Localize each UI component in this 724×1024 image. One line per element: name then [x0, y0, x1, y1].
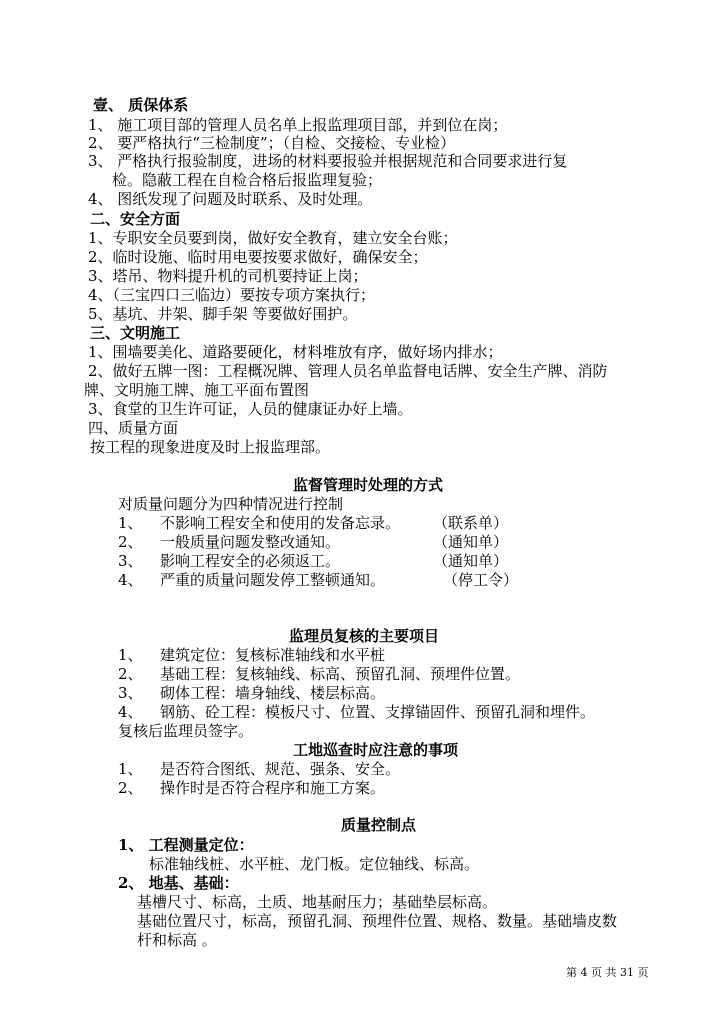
list-item-number: 3、	[118, 684, 143, 702]
list-item-note: （停工令）	[443, 571, 519, 589]
paragraph: 杆和标高 。	[137, 931, 217, 949]
list-item: 3、食堂的卫生许可证，人员的健康证办好上墙。	[88, 400, 413, 418]
list-item: 严重的质量问题发停工整顿通知。	[160, 571, 386, 589]
list-item: 4、 图纸发现了问题及时联系、及时处理。	[88, 190, 373, 208]
section-title-patrol: 工地巡查时应注意的事项	[293, 741, 459, 759]
paragraph: 复核后监理员签字。	[118, 722, 254, 740]
paragraph: 对质量问题分为四种情况进行控制	[118, 495, 344, 513]
list-item: 检。隐蔽工程在自检合格后报监理复验；	[112, 171, 383, 189]
list-item: 5、基坑、井架、脚手架 等要做好围护。	[88, 305, 358, 323]
list-item-number: 3、	[118, 552, 143, 570]
list-item: 4、（三宝四口三临边）要按专项方案执行；	[88, 286, 376, 304]
list-item: 钢筋、砼工程：模板尺寸、位置、支撑锚固件、预留孔洞和埋件。	[160, 703, 596, 721]
section-heading-quality-system: 壹、 质保体系	[93, 96, 189, 114]
list-item: 牌、文明施工牌、施工平面布置图	[84, 381, 310, 399]
list-item: 1、专职安全员要到岗，做好安全教育，建立安全台账；	[88, 229, 458, 247]
list-item: 操作时是否符合程序和施工方案。	[160, 779, 386, 797]
paragraph: 基础位置尺寸，标高，预留孔洞、预埋件位置、规格、数量。基础墙皮数	[137, 912, 618, 930]
list-item: 基础工程：复核轴线、标高、预留孔洞、预埋件位置。	[160, 665, 521, 683]
list-item: 2、 要严格执行“三检制度”；（自检、交接检、专业检）	[88, 134, 456, 152]
list-item: 1、围墙要美化、道路要硬化，材料堆放有序，做好场内排水；	[88, 343, 503, 361]
list-item: 影响工程安全的必须返工。	[160, 552, 341, 570]
paragraph: 基槽尺寸、标高，土质、地基耐压力；基础垫层标高。	[137, 893, 498, 911]
list-item-number: 2、	[118, 665, 143, 683]
list-item: 1、 施工项目部的管理人员名单上报监理项目部，并到位在岗；	[88, 116, 508, 134]
list-item: 一般质量问题发整改通知。	[160, 533, 341, 551]
list-item: 是否符合图纸、规范、强条、安全。	[160, 760, 401, 778]
list-item-number: 4、	[118, 703, 143, 721]
section-title-supervision: 监督管理时处理的方式	[293, 476, 444, 494]
list-item-note: （通知单）	[433, 552, 509, 570]
list-item-number: 1、	[118, 514, 143, 532]
list-item-number: 1、	[118, 646, 143, 664]
list-item-note: （通知单）	[433, 533, 509, 551]
page-number: 第 4 页 共 31 页	[566, 966, 649, 979]
subsection-heading: 2、 地基、基础：	[118, 874, 239, 892]
section-heading-quality: 四、质量方面	[88, 419, 179, 437]
section-heading-civilized-construction: 三、文明施工	[90, 324, 181, 342]
section-title-control: 质量控制点	[341, 816, 417, 834]
subsection-heading: 1、 工程测量定位：	[118, 836, 254, 854]
section-title-review: 监理员复核的主要项目	[289, 627, 440, 645]
list-item: 不影响工程安全和使用的发备忘录。	[160, 514, 401, 532]
list-item-number: 2、	[118, 533, 143, 551]
paragraph: 按工程的现象进度及时上报监理部。	[90, 438, 331, 456]
list-item-number: 2、	[118, 779, 143, 797]
list-item: 建筑定位：复核标准轴线和水平桩	[160, 646, 386, 664]
list-item-number: 1、	[118, 760, 143, 778]
section-heading-safety: 二、安全方面	[90, 210, 181, 228]
list-item: 3、 严格执行报验制度，进场的材料要报验并根据规范和合同要求进行复	[88, 152, 568, 170]
list-item-number: 4、	[118, 571, 143, 589]
list-item: 3、塔吊、物料提升机的司机要持证上岗；	[88, 267, 368, 285]
list-item: 2、临时设施、临时用电要按要求做好，确保安全；	[88, 248, 428, 266]
list-item: 砌体工程：墙身轴线、楼层标高。	[160, 684, 386, 702]
list-item: 2、做好五牌一图：工程概况牌、管理人员名单监督电话牌、安全生产牌、消防	[88, 362, 608, 380]
paragraph: 标准轴线桩、水平桩、龙门板。定位轴线、标高。	[149, 855, 480, 873]
list-item-note: （联系单）	[433, 514, 509, 532]
